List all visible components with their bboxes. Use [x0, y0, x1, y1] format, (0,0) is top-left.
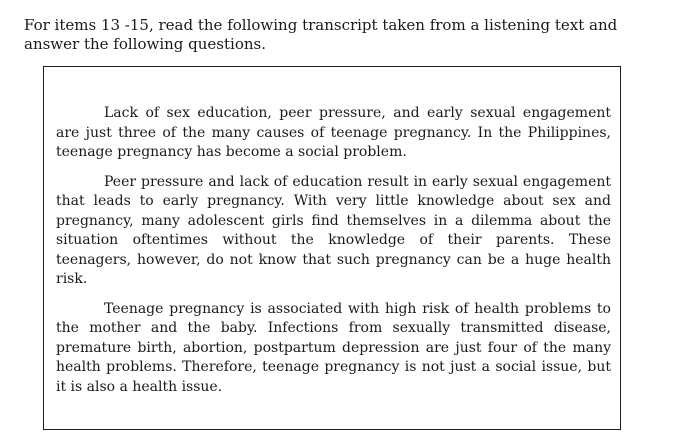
paragraph-2: Peer pressure and lack of education result in early sexual engagement that leads to early pregnancy. With very little knowledge about sex and pregnancy, many adolescent girls find themselves in a dilemma about the situation oftentimes without the knowledge of their parents. These teenagers, however, do not know that such pregnancy can be a huge health risk.: [56, 173, 611, 287]
paragraph-3: Teenage pregnancy is associated with high risk of health problems to the mother and the baby. Infections from sexually transmitted disease, premature birth, abortion, postpartum depression are just four of the many health problems. Therefore, teenage pregnancy is not just a social issue, but it is also a health issue.: [56, 300, 611, 395]
transcript-passage: [56, 104, 611, 407]
transcript-box: [43, 66, 621, 430]
instructions-text: For items 13 -15, read the following transcript taken from a listening text and answer the following questions.: [24, 16, 618, 53]
paragraph-1: Lack of sex education, peer pressure, and early sexual engagement are just three of the many causes of teenage pregnancy. In the Philippines, teenage pregnancy has become a social problem.: [56, 105, 611, 160]
